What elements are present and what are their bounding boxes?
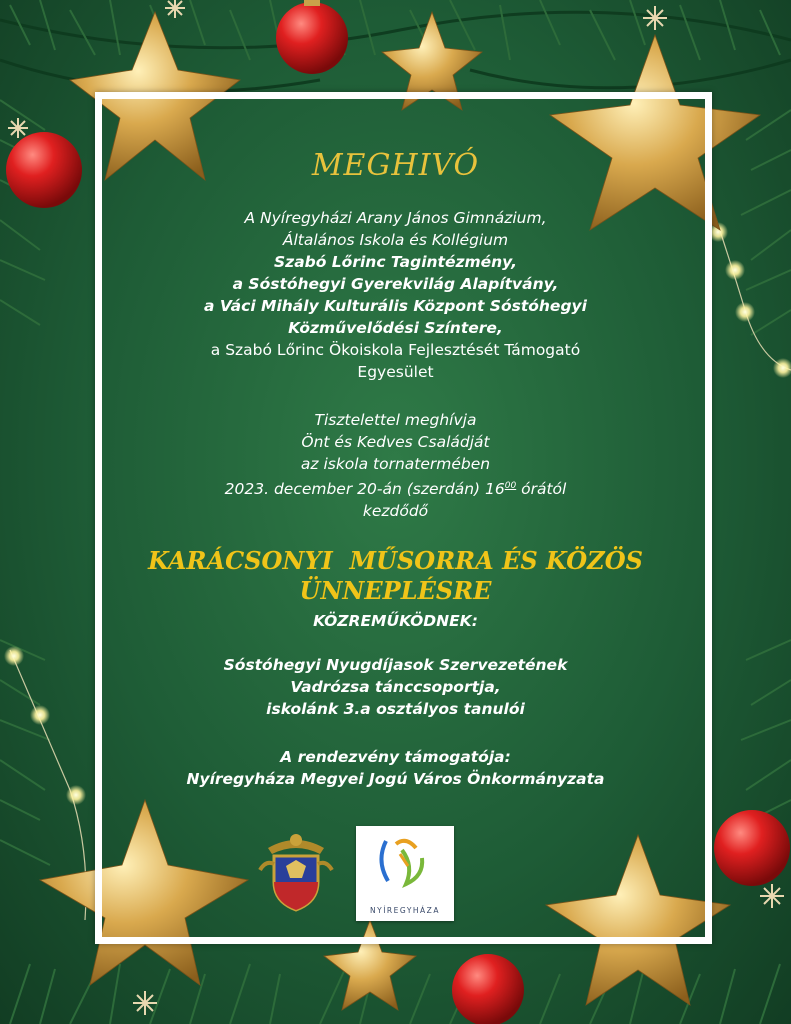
sponsor-name: Nyíregyháza Megyei Jogú Város Önkormányzata <box>186 770 605 789</box>
contributor-line: iskolánk 3.a osztályos tanulói <box>266 700 525 719</box>
logos-row <box>258 826 458 921</box>
invite-line: Önt és Kedves Családját <box>301 433 490 451</box>
event-title-line: KARÁCSONYI MŰSORRA ÉS KÖZÖS <box>148 546 643 576</box>
organizer-line: Közművelődési Színtere, <box>288 319 503 337</box>
city-logo <box>356 826 454 921</box>
organizer-line: Szabó Lőrinc Tagintézmény, <box>274 253 517 271</box>
organizer-line: a Szabó Lőrinc Ökoiskola Fejlesztését Támogató <box>210 341 581 359</box>
organizer-line: Általános Iskola és Kollégium <box>282 231 509 249</box>
event-title-line: ÜNNEPLÉSRE <box>299 576 492 606</box>
invite-line: az iskola tornatermében <box>300 455 491 473</box>
invitation-content <box>110 140 681 790</box>
date-line <box>110 475 681 500</box>
city-logo-mark <box>356 826 454 896</box>
contributor-line: Vadrózsa tánccsoportja, <box>290 678 501 697</box>
sponsor-heading: A rendezvény támogatója: <box>280 748 511 767</box>
contributors-heading: KÖZREMŰKÖDNEK: <box>313 612 478 631</box>
date-suffix: órától <box>516 480 567 499</box>
invitation-title: MEGHIVÓ <box>311 148 480 183</box>
invite-line: Tisztelettel meghívja <box>314 411 477 429</box>
coat-of-arms-icon <box>258 830 334 912</box>
organizer-line: a Váci Mihály Kulturális Központ Sóstóhegyi <box>204 297 587 315</box>
organizer-line: a Sóstóhegyi Gyerekvilág Alapítvány, <box>232 275 559 293</box>
contributor-line: Sóstóhegyi Nyugdíjasok Szervezetének <box>223 656 568 675</box>
starting-word: kezdődő <box>362 502 429 521</box>
organizer-line: A Nyíregyházi Arany János Gimnázium, <box>244 209 547 227</box>
organizer-line: Egyesület <box>357 363 434 381</box>
city-logo-text: NYÍREGYHÁZA <box>370 906 440 915</box>
time-minutes: 00 <box>504 481 517 491</box>
date-text: 2023. december 20-án (szerdán) 16 <box>224 480 505 499</box>
event-title <box>110 546 681 606</box>
